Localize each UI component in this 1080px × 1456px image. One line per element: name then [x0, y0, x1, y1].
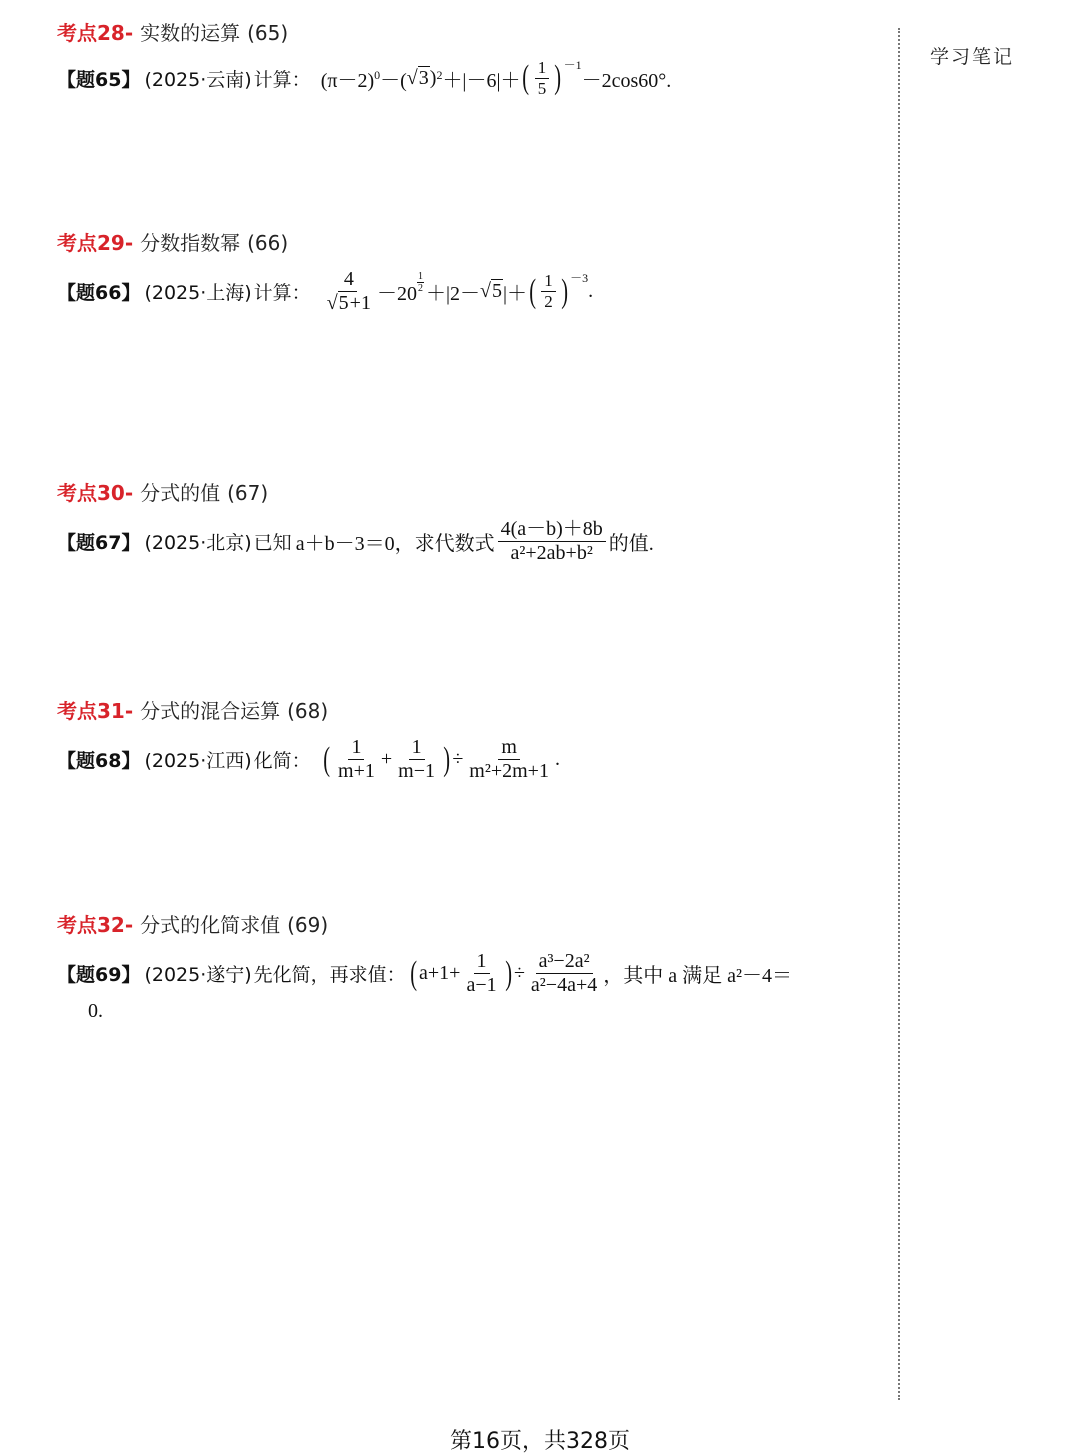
fraction: [528, 950, 600, 997]
right-paren: ): [504, 954, 512, 992]
problem-source: (2025·江西): [144, 750, 252, 772]
sqrt-symbol: [480, 280, 503, 303]
expr-part: ，其中 a 满足 a²－4＝: [603, 965, 792, 987]
problem-expression: [408, 950, 792, 997]
section-title: 分式的值: [140, 481, 221, 505]
problem-label: 【题66】: [57, 282, 141, 304]
expr-part: .: [554, 748, 560, 770]
fraction-denominator: [324, 292, 374, 315]
expr-exponent: 0: [374, 67, 381, 82]
left-paren: (: [322, 740, 330, 778]
left-paren: (: [522, 59, 530, 97]
section-title: 分式的化简求值: [140, 913, 281, 937]
problem-label: 【题69】: [57, 964, 141, 986]
expr-part: ＋|2－: [425, 283, 480, 305]
fraction-denominator: m²+2m+1: [469, 760, 549, 782]
section-title: 分数指数幂: [140, 231, 241, 255]
problem-expression: [321, 58, 672, 98]
notes-divider: [898, 28, 900, 1400]
page-footer: 第16页，共328页: [450, 1429, 630, 1454]
sqrt-radicand: 5: [338, 292, 349, 314]
problem-label: 【题67】: [57, 532, 141, 554]
problem-intro: 计算：: [253, 282, 311, 304]
fraction-numerator: 1: [409, 736, 425, 760]
fraction: [324, 268, 374, 315]
section-heading: [57, 912, 887, 938]
fraction-numerator: 1: [541, 271, 556, 292]
left-paren: (: [529, 272, 537, 310]
problem-source: (2025·遂宁): [144, 964, 252, 986]
expr-part: ): [429, 66, 437, 89]
expr-condition: a＋b－3＝0，求代数式: [295, 533, 495, 555]
operator: ÷: [452, 748, 464, 770]
section-heading: [57, 698, 887, 724]
fraction-denominator: 2: [544, 292, 553, 311]
expr-part: －20: [376, 283, 417, 305]
problem-68: [57, 736, 887, 783]
fraction-denominator: a²+2ab+b²: [510, 542, 593, 564]
section-ref: (68): [287, 699, 329, 723]
right-paren: ): [554, 59, 562, 97]
fraction-numerator: m: [498, 736, 520, 760]
problem-intro: 化简：: [253, 750, 311, 772]
section-ref: (66): [247, 231, 289, 255]
expr-part: ＋|－6|＋: [442, 69, 521, 92]
fraction: [395, 736, 438, 783]
fraction: [541, 271, 556, 311]
sqrt-symbol: [407, 67, 430, 90]
section-title: 分式的混合运算: [140, 699, 281, 723]
problem-source: (2025·北京): [144, 532, 252, 554]
section-tag: 考点28-: [57, 21, 134, 45]
section-28: [57, 20, 887, 98]
expr-part: －(: [380, 69, 407, 92]
expr-exponent: 2: [436, 67, 443, 82]
fraction: [463, 950, 499, 997]
fraction: [535, 58, 550, 98]
problem-label: 【题65】: [57, 68, 141, 91]
problem-69-continuation: 0.: [88, 1000, 103, 1022]
section-30: [57, 480, 887, 565]
fraction-denominator: m−1: [398, 760, 435, 782]
expr-part: +1: [349, 292, 371, 314]
section-tag: 考点31-: [57, 699, 134, 723]
problem-source: (2025·上海): [144, 282, 252, 304]
fraction-numerator: a³−2a²: [536, 950, 593, 974]
problem-label: 【题68】: [57, 750, 141, 772]
fraction: [466, 736, 552, 783]
section-tag: 考点29-: [57, 231, 134, 255]
fraction-numerator: 1: [348, 736, 364, 760]
problem-source: (2025·云南): [144, 68, 252, 91]
expr-part: 的值.: [608, 533, 654, 555]
problem-expression: [321, 736, 560, 783]
operator: +: [380, 748, 393, 770]
expr-part: .: [588, 280, 594, 302]
section-ref: (65): [247, 21, 289, 45]
fraction-denominator: a²−4a+4: [530, 974, 598, 996]
problem-69: [57, 950, 887, 997]
problem-65: [57, 58, 887, 98]
section-ref: (69): [287, 913, 329, 937]
problem-intro: 计算：: [253, 68, 311, 91]
sqrt-symbol: [327, 291, 350, 314]
expr-part: (π－2): [320, 69, 375, 92]
problem-expression: [296, 518, 654, 565]
fraction-denominator: m+1: [338, 760, 375, 782]
expr-part: a+1+: [419, 962, 461, 984]
fraction-numerator: 4: [341, 268, 357, 292]
fraction-numerator: 1: [535, 58, 550, 79]
fraction-numerator: 4(a－b)＋8b: [498, 518, 606, 542]
expr-exponent: －3: [570, 271, 589, 285]
section-tag: 考点32-: [57, 913, 134, 937]
problem-expression: [321, 268, 593, 315]
expr-part: －2cos60°.: [581, 69, 672, 92]
right-paren: ): [561, 272, 568, 310]
fraction-exponent: [417, 271, 424, 295]
sqrt-radicand: 5: [491, 280, 502, 302]
fraction: [498, 518, 606, 565]
fraction-denominator: 5: [537, 78, 547, 98]
problem-intro: 已知: [253, 532, 292, 554]
notes-title: 学习笔记: [930, 46, 1015, 68]
fraction-denominator: a−1: [466, 974, 497, 996]
fraction-denominator: 2: [417, 283, 423, 294]
fraction: [335, 736, 378, 783]
fraction-numerator: 1: [417, 270, 423, 282]
problem-intro: 先化简，再求值：: [253, 964, 406, 986]
expr-part: |＋: [502, 283, 527, 305]
expr-exponent: －1: [563, 57, 582, 72]
problem-67: [57, 518, 887, 565]
section-29: [57, 230, 887, 315]
sqrt-radicand: 3: [418, 66, 429, 89]
section-ref: (67): [227, 481, 269, 505]
section-heading: [57, 230, 887, 256]
section-heading: [57, 480, 887, 506]
section-32: [57, 912, 887, 997]
left-paren: (: [409, 954, 417, 992]
section-tag: 考点30-: [57, 481, 134, 505]
right-paren: ): [443, 740, 451, 778]
problem-66: [57, 268, 887, 315]
section-31: [57, 698, 887, 783]
section-title: 实数的运算: [140, 21, 241, 45]
operator: ÷: [513, 962, 525, 984]
section-heading: [57, 20, 887, 46]
fraction-numerator: 1: [474, 950, 490, 974]
